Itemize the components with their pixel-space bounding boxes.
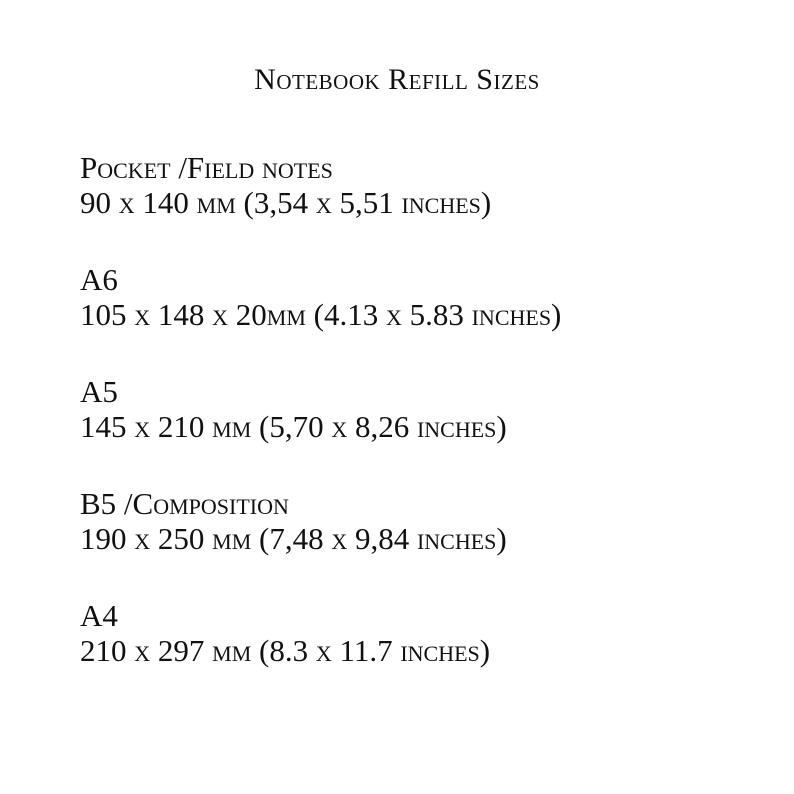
size-entry-a6 xyxy=(80,262,760,332)
size-list xyxy=(80,150,760,710)
size-entry-pocket xyxy=(80,150,760,220)
size-name: Pocket /Field notes xyxy=(80,150,333,185)
size-dimensions: 210 x 297 mm (8.3 x 11.7 inches) xyxy=(80,633,491,668)
size-entry-a4 xyxy=(80,598,760,668)
size-dimensions: 145 x 210 mm (5,70 x 8,26 inches) xyxy=(80,409,507,444)
page-title: Notebook Refill Sizes xyxy=(254,63,540,96)
size-name: A6 xyxy=(80,262,118,297)
size-dimensions: 90 x 140 mm (3,54 x 5,51 inches) xyxy=(80,185,492,220)
size-dimensions: 190 x 250 mm (7,48 x 9,84 inches) xyxy=(80,521,507,556)
size-dimensions: 105 x 148 x 20mm (4.13 x 5.83 inches) xyxy=(80,297,562,332)
size-name: A5 xyxy=(80,374,118,409)
size-entry-a5 xyxy=(80,374,760,444)
size-entry-b5 xyxy=(80,486,760,556)
size-name: B5 /Composition xyxy=(80,486,289,521)
size-name: A4 xyxy=(80,598,118,633)
